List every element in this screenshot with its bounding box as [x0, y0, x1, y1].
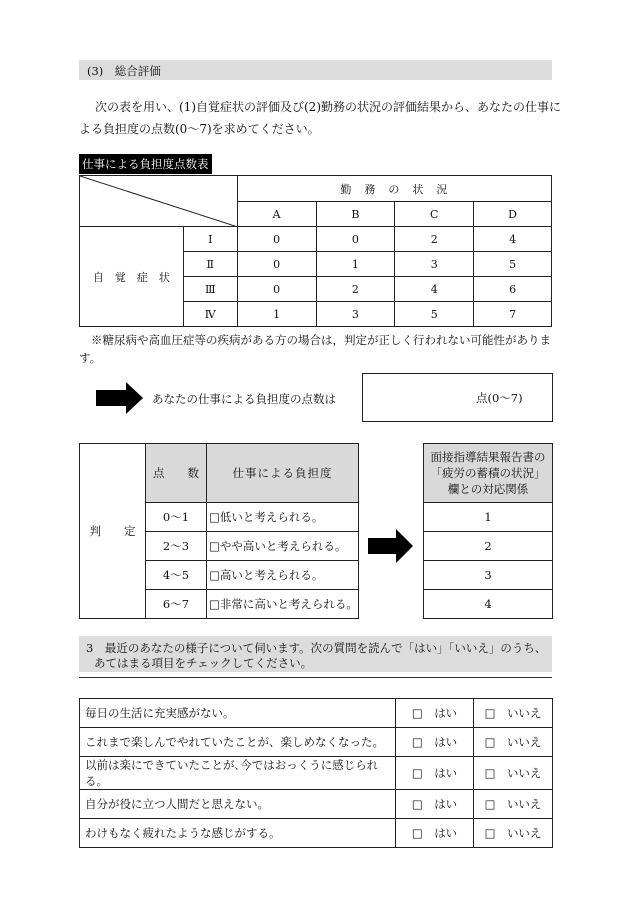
question-text: 毎日の生活に充実感がない。	[80, 699, 396, 728]
yes-label: はい	[434, 706, 458, 720]
score-table-title: 仕事による負担度点数表	[79, 154, 212, 174]
col-header: B	[316, 202, 395, 227]
note-line-2: す。	[79, 351, 102, 365]
points-header: 点 数	[146, 444, 207, 503]
checkbox-icon: □	[484, 826, 496, 840]
burden-option[interactable]: □低いと考えられる。	[207, 503, 359, 532]
burden-header: 仕事による負担度	[207, 444, 359, 503]
question-text: 以前は楽にできていたことが､今ではおっくうに感じられる。	[80, 757, 396, 790]
score-cell: 4	[474, 227, 552, 252]
points-cell: 0〜1	[146, 503, 207, 532]
yes-label: はい	[434, 797, 458, 811]
checkbox-icon: □	[484, 797, 496, 811]
points-cell: 2〜3	[146, 532, 207, 561]
judgement-table	[79, 443, 359, 619]
no-option[interactable]	[474, 728, 553, 757]
intro-line-2: よる負担度の点数(0〜7)を求めてください。	[79, 122, 320, 136]
yes-label: はい	[434, 766, 458, 780]
checkbox-icon: □	[411, 766, 423, 780]
score-cell: 0	[237, 227, 316, 252]
checkbox-icon: □	[484, 735, 496, 749]
arrow-right-icon	[96, 382, 144, 414]
col-header: C	[395, 202, 474, 227]
question-text: わけもなく疲れたような感じがする。	[80, 819, 396, 848]
report-value: 4	[424, 590, 553, 619]
score-cell: 0	[237, 277, 316, 302]
score-cell: 2	[316, 277, 395, 302]
report-value: 1	[424, 503, 553, 532]
checkbox-icon: □	[411, 826, 423, 840]
yes-option[interactable]	[396, 819, 474, 848]
score-cell: 2	[395, 227, 474, 252]
no-option[interactable]	[474, 790, 553, 819]
yes-label: はい	[434, 826, 458, 840]
section-header-3	[79, 60, 552, 80]
diagonal-cell	[80, 176, 238, 227]
score-cell: 1	[316, 252, 395, 277]
section-question-line-1: 3 最近のあなたの様子について伺います。次の質問を読んで「はい」「いいえ」のうち、	[86, 641, 547, 655]
yes-option[interactable]	[396, 728, 474, 757]
report-value: 3	[424, 561, 553, 590]
yes-option[interactable]	[396, 757, 474, 790]
score-cell: 7	[474, 302, 552, 327]
row-label: Ⅳ	[183, 302, 237, 327]
divider	[79, 677, 552, 678]
report-header-line: 欄との対応関係	[447, 482, 529, 496]
no-label: いいえ	[506, 706, 542, 720]
report-value: 2	[424, 532, 553, 561]
score-cell: 5	[395, 302, 474, 327]
report-header	[424, 444, 553, 503]
score-input-box[interactable]	[362, 373, 553, 422]
yes-option[interactable]	[396, 790, 474, 819]
checkbox-icon: □	[484, 766, 496, 780]
no-label: いいえ	[506, 826, 542, 840]
checkbox-icon: □	[411, 797, 423, 811]
score-cell: 5	[474, 252, 552, 277]
questions-table	[79, 698, 553, 848]
note-line-1: ※糖尿病や高血圧症等の疾病がある方の場合は，判定が正しく行われない可能性がありま	[91, 333, 551, 347]
points-cell: 4〜5	[146, 561, 207, 590]
burden-option[interactable]: □高いと考えられる。	[207, 561, 359, 590]
no-label: いいえ	[506, 766, 542, 780]
checkbox-icon: □	[411, 706, 423, 720]
score-cell: 0	[237, 252, 316, 277]
score-cell: 0	[316, 227, 395, 252]
diagonal-line	[80, 176, 238, 227]
score-prompt: あなたの仕事による負担度の点数は	[152, 392, 336, 406]
section-question-line-2: あてはまる項目をチェックしてください。	[94, 656, 313, 670]
col-header: A	[237, 202, 316, 227]
points-cell: 6〜7	[146, 590, 207, 619]
report-table	[423, 443, 553, 619]
checkbox-icon: □	[411, 735, 423, 749]
score-cell: 3	[395, 252, 474, 277]
row-label: Ⅱ	[183, 252, 237, 277]
section-title: (3) 総合評価	[87, 64, 161, 78]
yes-label: はい	[434, 735, 458, 749]
checkbox-icon: □	[484, 706, 496, 720]
yes-option[interactable]	[396, 699, 474, 728]
report-header-line: 面接指導結果報告書の	[430, 450, 546, 464]
question-text: これまで楽しんでやれていたことが、楽しめなくなった。	[80, 728, 396, 757]
score-cell: 3	[316, 302, 395, 327]
question-text: 自分が役に立つ人間だと思えない。	[80, 790, 396, 819]
intro-line-1: 次の表を用い、(1)自覚症状の評価及び(2)勤務の状況の評価結果から、あなたの仕事に	[95, 100, 561, 114]
judgement-label: 判 定	[80, 444, 146, 619]
no-option[interactable]	[474, 757, 553, 790]
score-table	[79, 175, 552, 327]
row-label: Ⅰ	[183, 227, 237, 252]
row-group-header: 自 覚 症 状	[80, 227, 184, 327]
score-unit: 点(0〜7)	[476, 391, 523, 405]
no-label: いいえ	[506, 797, 542, 811]
arrow-right-icon	[368, 529, 414, 563]
score-cell: 1	[237, 302, 316, 327]
burden-option[interactable]: □やや高いと考えられる。	[207, 532, 359, 561]
col-header: D	[474, 202, 552, 227]
no-option[interactable]	[474, 819, 553, 848]
kinmu-header: 勤 務 の 状 況	[237, 176, 551, 202]
no-option[interactable]	[474, 699, 553, 728]
section-header-questions	[79, 636, 552, 672]
no-label: いいえ	[506, 735, 542, 749]
report-header-line: 「疲労の蓄積の状況」	[430, 466, 546, 480]
score-cell: 4	[395, 277, 474, 302]
score-cell: 6	[474, 277, 552, 302]
burden-option[interactable]: □非常に高いと考えられる。	[207, 590, 359, 619]
row-label: Ⅲ	[183, 277, 237, 302]
